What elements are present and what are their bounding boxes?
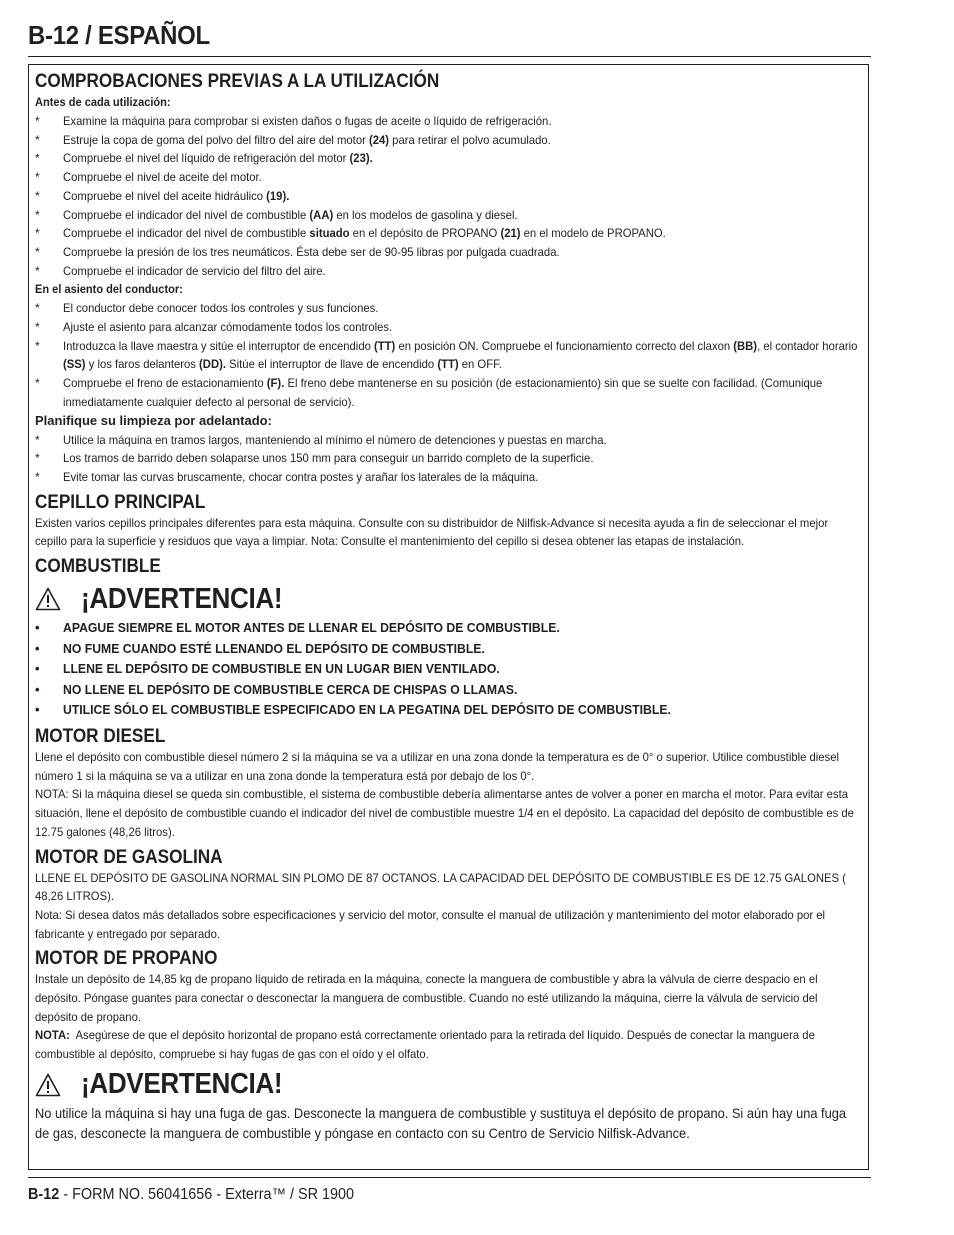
list-item: * Compruebe el indicador de servicio del filtro del aire. bbox=[35, 263, 326, 278]
before-use-list bbox=[35, 112, 865, 280]
propane-note bbox=[35, 1026, 865, 1063]
gasoline-text-1: LLENE EL DEPÓSITO DE GASOLINA NORMAL SIN PLOMO DE 87 OCTANOS. LA CAPACIDAD DEL DEPÓSITO DE COMBUSTIBLE ES DE 12.75 GALONES ( 48,26 LITROS). bbox=[35, 870, 846, 904]
list-item: * Compruebe la presión de los tres neumáticos. Ésta debe ser de 90-95 libras por pulgada cuadrada. bbox=[35, 244, 560, 259]
fuel-warning-list bbox=[35, 618, 865, 721]
list-item: • APAGUE SIEMPRE EL MOTOR ANTES DE LLENAR EL DEPÓSITO DE COMBUSTIBLE. bbox=[35, 620, 560, 636]
list-item: * El conductor debe conocer todos los controles y sus funciones. bbox=[35, 301, 379, 316]
list-item: * Compruebe el freno de estacionamiento (F). El freno debe mantenerse en su posición (de estacionamiento) sin que se suelte con facilidad. (Comunique inmediatamente cualquier defecto al personal de servicio). bbox=[35, 376, 823, 409]
main-brush-text: Existen varios cepillos principales diferentes para esta máquina. Consulte con su distribuidor de Nilfisk-Advance si necesita ayuda a fin de seleccionar el mejor cepillo para la superficie y residuos que vaya a limpiar. Nota: Consulte el mantenimiento del cepillo si desea obtener las etapas de instalación. bbox=[35, 515, 829, 549]
list-item: * Compruebe el nivel de aceite del motor. bbox=[35, 170, 262, 185]
list-item: * Evite tomar las curvas bruscamente, chocar contra postes y arañar los laterales de la máquina. bbox=[35, 469, 539, 484]
plan-label: Planifique su limpieza por adelantado: bbox=[35, 412, 272, 428]
propane-warning-header bbox=[35, 1066, 865, 1104]
section-title-fuel: COMBUSTIBLE bbox=[35, 555, 161, 578]
propane-note-text: Asegúrese de que el depósito horizontal de propano está correctamente orientado para la retirada del líquido. Después de conectar la manguera de combustible al depósito, compruebe si hay fugas de gas con el oído y el olfato. bbox=[35, 1028, 815, 1062]
before-use-label: Antes de cada utilización: bbox=[35, 95, 171, 109]
list-item: * Utilice la máquina en tramos largos, manteniendo al mínimo el número de detenciones y puestas en marcha. bbox=[35, 432, 607, 447]
list-item: * Los tramos de barrido deben solaparse unos 150 mm para conseguir un barrido completo de la superficie. bbox=[35, 451, 594, 466]
header-rule bbox=[28, 56, 871, 57]
content bbox=[35, 70, 865, 1144]
section-title-gasoline: MOTOR DE GASOLINA bbox=[35, 845, 223, 868]
footer-form-text: - FORM NO. 56041656 - Exterra™ / SR 1900 bbox=[59, 1186, 355, 1203]
propane-text-1: Instale un depósito de 14,85 kg de propano líquido de retirada en la máquina, conecte la manguera de combustible y abra la válvula de cierre despacio en el depósito. Póngase guantes para conectar o desconectar la manguera de combustible. Cuando no esté utilizando la máquina, cierre la válvula de servicio del depósito de propano. bbox=[35, 972, 818, 1024]
list-item: * Compruebe el nivel del aceite hidráulico (19). bbox=[35, 188, 290, 203]
plan-list bbox=[35, 431, 865, 487]
warning-triangle-icon bbox=[35, 587, 61, 611]
section-title-diesel: MOTOR DIESEL bbox=[35, 725, 166, 748]
warning-triangle-icon bbox=[35, 1073, 61, 1097]
list-item: * Examine la máquina para comprobar si existen daños o fugas de aceite o líquido de refrigeración. bbox=[35, 114, 552, 128]
list-item: * Ajuste el asiento para alcanzar cómodamente todos los controles. bbox=[35, 320, 393, 335]
footer-rule bbox=[28, 1177, 871, 1178]
section-title-checks: COMPROBACIONES PREVIAS A LA UTILIZACIÓN bbox=[35, 70, 440, 92]
list-item: • NO FUME CUANDO ESTÉ LLENANDO EL DEPÓSITO DE COMBUSTIBLE. bbox=[35, 640, 485, 656]
page-footer bbox=[28, 1186, 354, 1204]
fuel-warning-header bbox=[35, 580, 865, 618]
list-item: • UTILICE SÓLO EL COMBUSTIBLE ESPECIFICADO EN LA PEGATINA DEL DEPÓSITO DE COMBUSTIBLE. bbox=[35, 702, 671, 718]
fuel-warning-title: ¡ADVERTENCIA! bbox=[81, 582, 283, 615]
propane-warning-text: No utilice la máquina si hay una fuga de gas. Desconecte la manguera de combustible y sustituya el depósito de propano. Si aún hay una fuga de gas, desconecte la manguera de combustible y póngase en contacto con su Centro de Servicio Nilfisk-Advance. bbox=[35, 1105, 847, 1141]
section-title-main-brush: CEPILLO PRINCIPAL bbox=[35, 490, 206, 513]
list-item: • NO LLENE EL DEPÓSITO DE COMBUSTIBLE CERCA DE CHISPAS O LLAMAS. bbox=[35, 681, 518, 697]
page-title: B-12 / ESPAÑOL bbox=[28, 20, 210, 50]
seat-list bbox=[35, 299, 865, 411]
list-item: * Compruebe el nivel del líquido de refrigeración del motor (23). bbox=[35, 151, 373, 166]
diesel-text-2: NOTA: Si la máquina diesel se queda sin combustible, el sistema de combustible debería alimentarse antes de volver a poner en marcha el motor. Para evitar esta situación, llene el depósito de combustible cuando el indicador del nivel de combustible muestre 1/4 en el depósito. La capacidad del depósito de combustible es de 12.75 galones (48,26 litros). bbox=[35, 787, 854, 839]
list-item: • LLENE EL DEPÓSITO DE COMBUSTIBLE EN UN LUGAR BIEN VENTILADO. bbox=[35, 661, 500, 677]
propane-warning-title: ¡ADVERTENCIA! bbox=[81, 1068, 283, 1101]
gasoline-text-2: Nota: Si desea datos más detallados sobre especificaciones y servicio del motor, consulte el manual de utilización y mantenimiento del motor elaborado por el fabricante y entregado por separado. bbox=[35, 907, 826, 941]
footer-page-number: B-12 bbox=[28, 1186, 60, 1203]
diesel-text-1: Llene el depósito con combustible diesel número 2 si la máquina se va a utilizar en una zona donde la temperatura es de 0° o superior. Utilice combustible diesel número 1 si la máquina se va a utilizar en una zona donde la temperatura está por debajo de los 0°. bbox=[35, 750, 839, 783]
list-item: * Estruje la copa de goma del polvo del filtro del aire del motor (24) para retirar el polvo acumulado. bbox=[35, 132, 551, 147]
section-title-propane: MOTOR DE PROPANO bbox=[35, 947, 218, 970]
list-item: * Compruebe el indicador del nivel de combustible situado en el depósito de PROPANO (21) en el modelo de PROPANO. bbox=[35, 226, 666, 241]
propane-note-label: NOTA: bbox=[35, 1028, 70, 1043]
seat-label: En el asiento del conductor: bbox=[35, 282, 183, 297]
list-item: * Compruebe el indicador del nivel de combustible (AA) en los modelos de gasolina y diesel. bbox=[35, 207, 518, 222]
list-item: * Introduzca la llave maestra y sitúe el interruptor de encendido (TT) en posición ON. Compruebe el funcionamiento correcto del claxon (BB), el contador horario (SS) y los faros delanteros (DD). Sitúe el interruptor de llave de encendido (TT) en OFF. bbox=[35, 338, 858, 372]
